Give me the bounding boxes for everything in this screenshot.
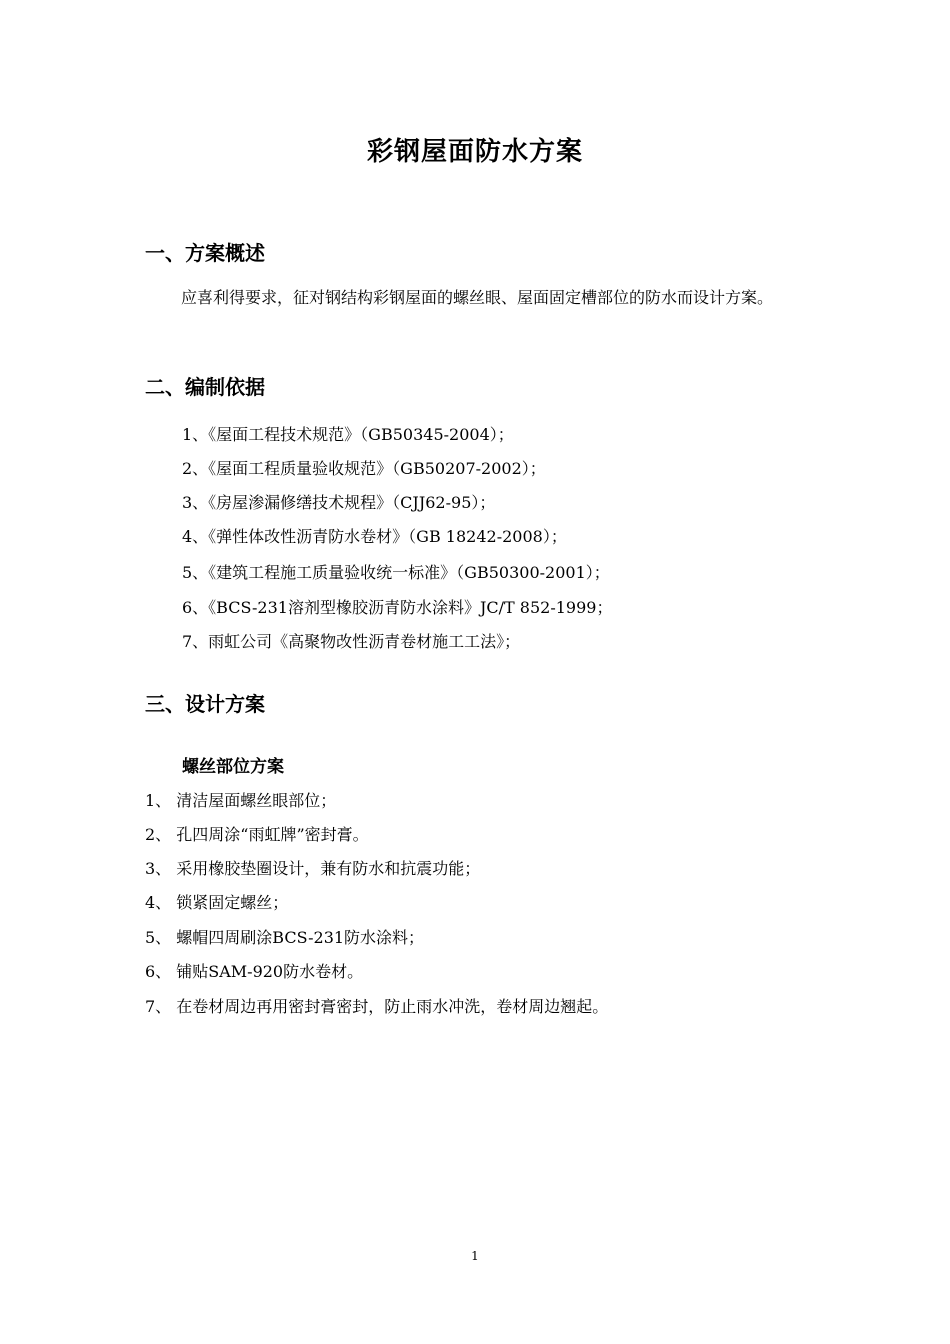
step-item: 3、 采用橡胶垫圈设计，兼有防水和抗震功能； [145,859,481,878]
step-item: 1、 清洁屋面螺丝眼部位； [145,791,337,810]
section-heading-design: 三、设计方案 [145,692,265,716]
reference-item: 1、《屋面工程技术规范》（GB50345-2004）； [182,425,514,444]
reference-item: 5、《建筑工程施工质量验收统一标准》（GB50300-2001）； [182,563,610,582]
document-title: 彩钢屋面防水方案 [366,137,583,167]
step-item: 6、 铺贴SAM-920防水卷材。 [145,962,364,981]
overview-paragraph: 应喜利得要求，征对钢结构彩钢屋面的螺丝眼、屋面固定槽部位的防水而设计方案。 [181,288,774,307]
step-item: 5、 螺帽四周刷涂BCS-231防水涂料； [145,928,425,947]
reference-item: 2、《屋面工程质量验收规范》（GB50207-2002）； [182,459,546,478]
reference-item: 7、雨虹公司《高聚物改性沥青卷材施工工法》； [182,632,521,651]
page-number: 1 [471,1249,479,1263]
step-item: 7、 在卷材周边再用密封膏密封，防止雨水冲洗，卷材周边翘起。 [145,997,609,1016]
reference-item: 4、《弹性体改性沥青防水卷材》（GB 18242-2008）； [182,527,567,546]
reference-item: 6、《BCS-231溶剂型橡胶沥青防水涂料》JC/T 852-1999； [182,598,613,617]
section-heading-basis: 二、编制依据 [145,375,265,399]
step-item: 2、 孔四周涂“雨虹牌”密封膏。 [145,825,369,844]
section-heading-overview: 一、方案概述 [145,241,265,265]
reference-item: 3、《房屋渗漏修缮技术规程》（CJJ62-95）； [182,493,496,512]
step-item: 4、 锁紧固定螺丝； [145,893,289,912]
subsection-heading-screw: 螺丝部位方案 [182,757,284,777]
